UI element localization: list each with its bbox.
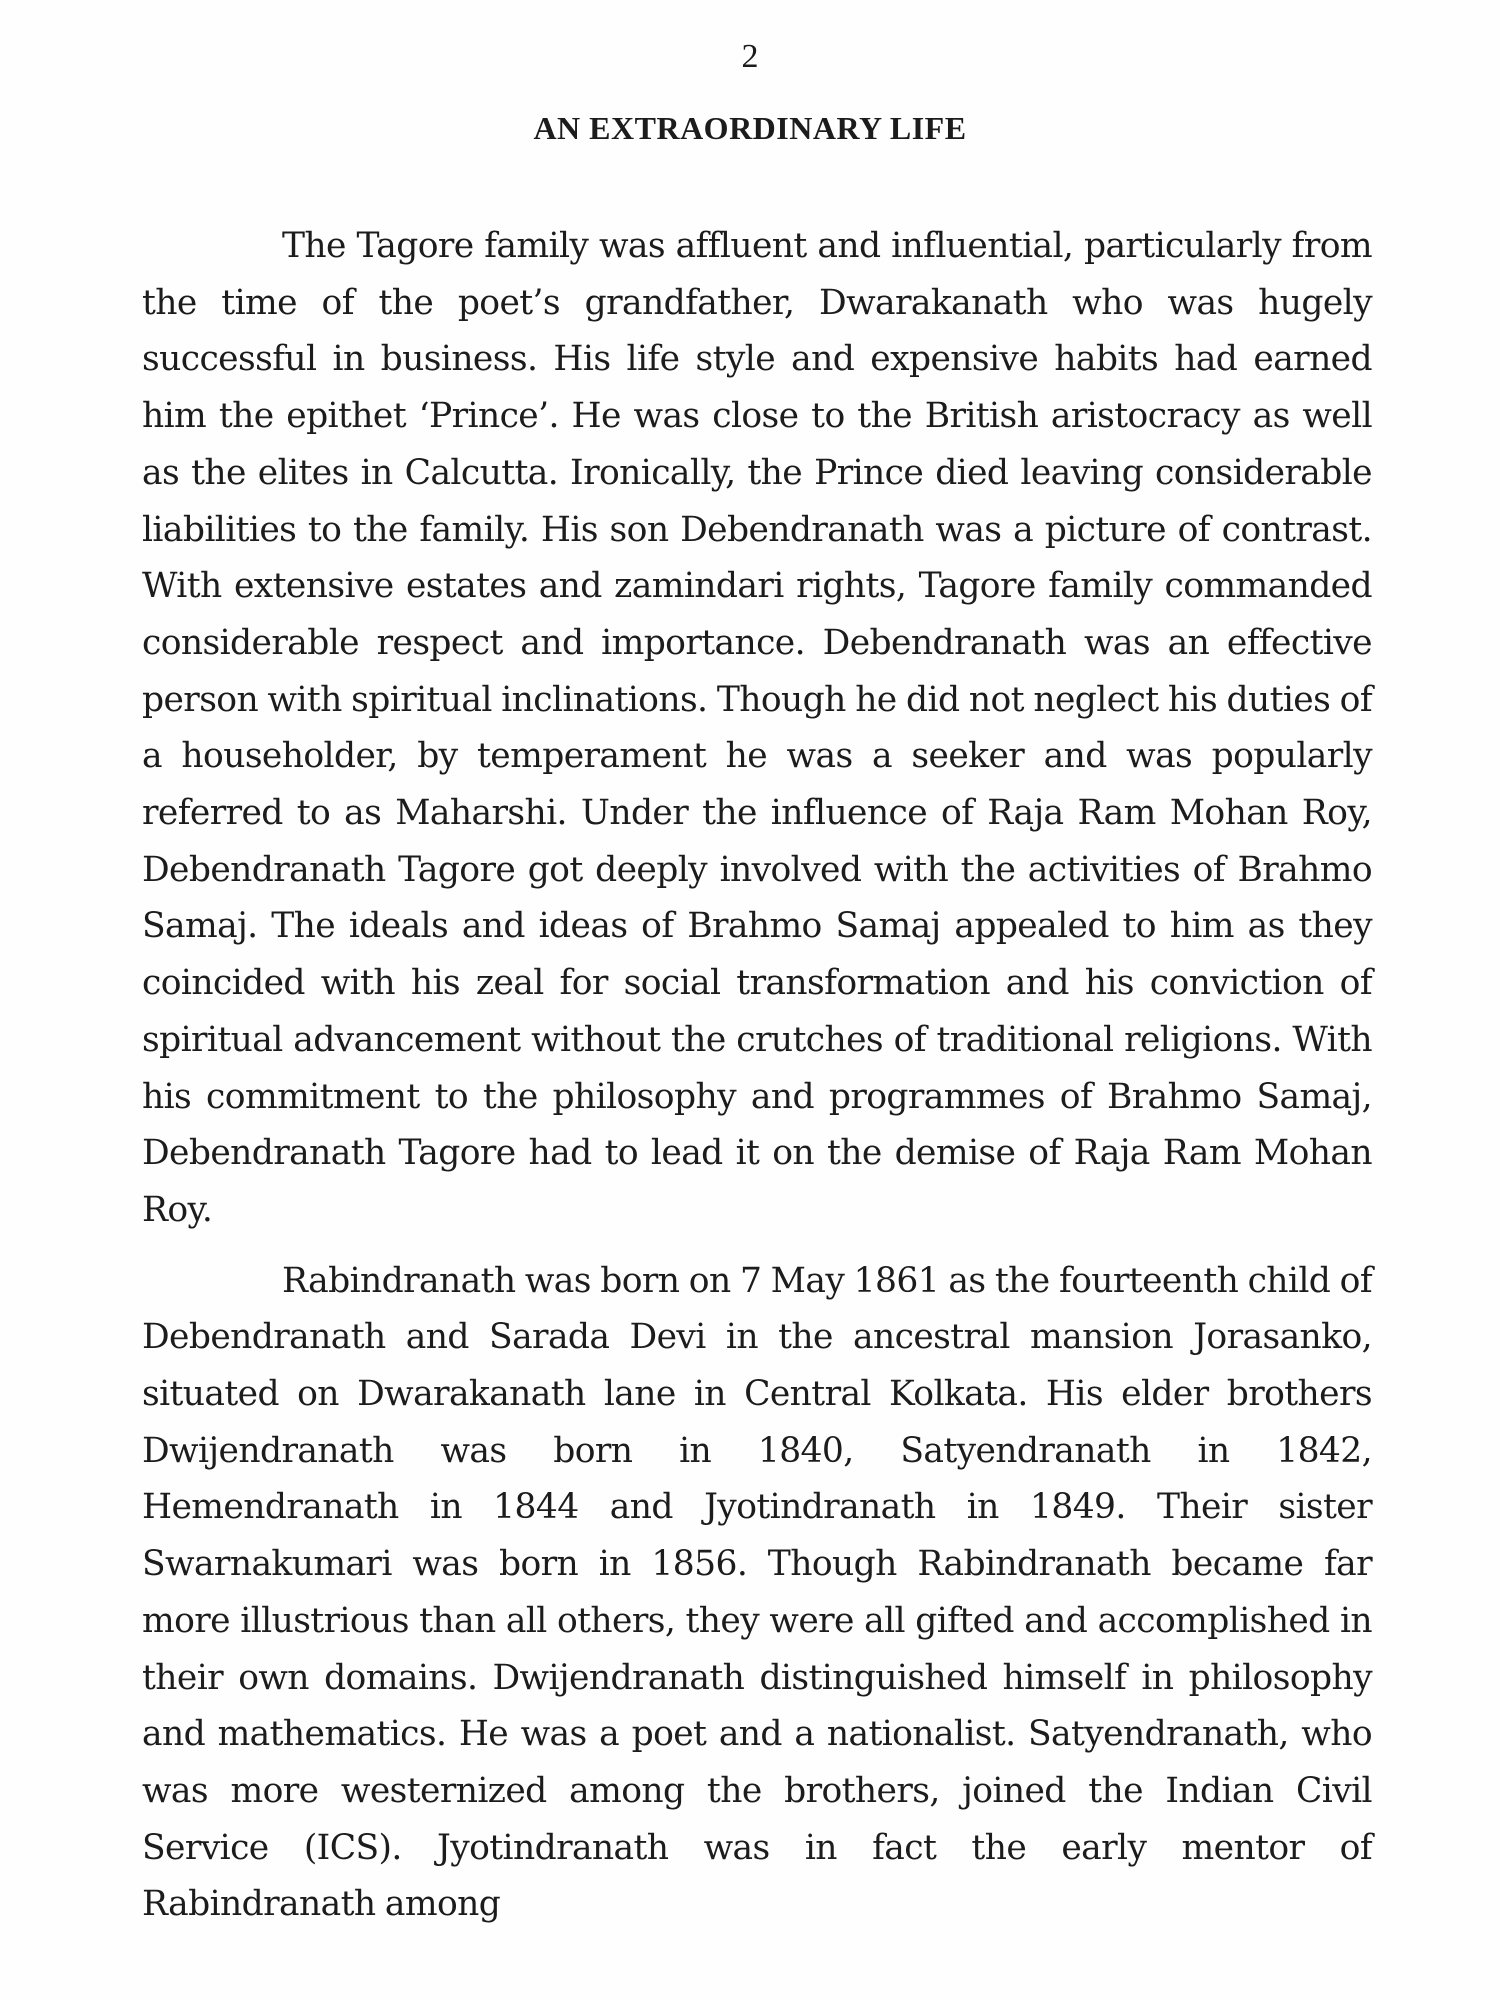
chapter-title: AN EXTRAORDINARY LIFE (533, 110, 967, 146)
paragraph-1: The Tagore family was affluent and influential, particularly from the time of the poet’s grandfather, Dwarakanath who was hugely successful in business. His life style and expensive habits had earned him the epithet ‘Prince’. He was close to the British aristocracy as well as the elites in Calcutta. Ironically, the Prince died leaving considerable liabilities to the family. His son Debendranath was a picture of contrast. With extensive estates and zamindari rights, Tagore family commanded considerable respect and importance. Debendranath was an effective person with spiritual inclinations. Though he did not neglect his duties of a householder, by temperament he was a seeker and was popularly referred to as Maharshi. Under the influence of Raja Ram Mohan Roy, Debendranath Tagore got deeply involved with the activities of Brahmo Samaj. The ideals and ideas of Brahmo Samaj appealed to him as they coincided with his zeal for social transformation and his conviction of spiritual advancement without the crutches of traditional religions. With his commitment to the philosophy and programmes of Brahmo Samaj, Debendranath Tagore had to lead it on the demise of Raja Ram Mohan Roy. (142, 226, 1372, 1230)
chapter-number: 2 (741, 38, 759, 75)
paragraph-2: Rabindranath was born on 7 May 1861 as the fourteenth child of Debendranath and Sarada Devi in the ancestral mansion Jorasanko, situated on Dwarakanath lane in Central Kolkata. His elder brothers Dwijendranath was born in 1840, Satyendranath in 1842, Hemendranath in 1844 and Jyotindranath in 1849. Their sister Swarnakumari was born in 1856. Though Rabindranath became far more illustrious than all others, they were all gifted and accomplished in their own domains. Dwijendranath distinguished himself in philosophy and mathematics. He was a poet and a nationalist. Satyendranath, who was more westernized among the brothers, joined the Indian Civil Service (ICS). Jyotindranath was in fact the early mentor of Rabindranath among (142, 1260, 1372, 1925)
body-text (142, 218, 1372, 1933)
